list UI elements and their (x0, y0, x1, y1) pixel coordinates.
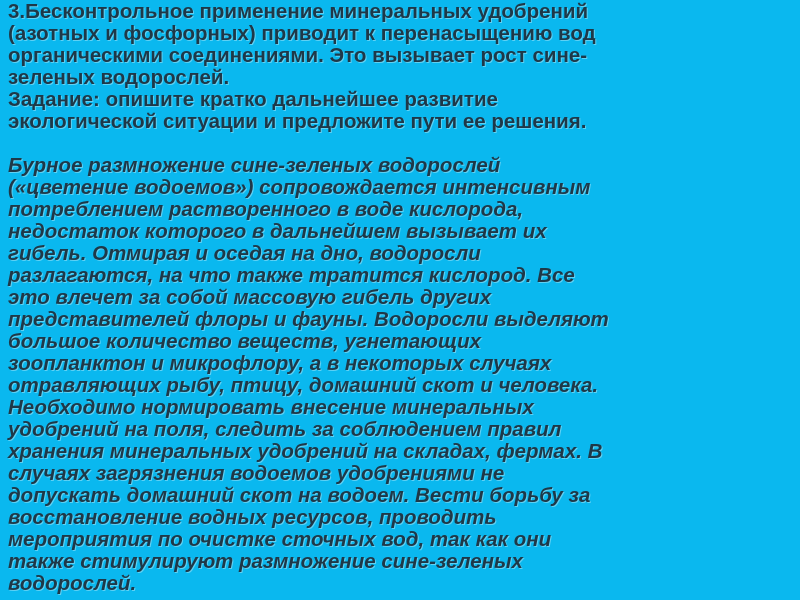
answer-line: разлагаются, на что также тратится кислород. Все (8, 264, 575, 287)
answer-line: отравляющих рыбу, птицу, домашний скот и человека. (8, 374, 599, 397)
task-line: Задание: опишите кратко дальнейшее развитие (8, 88, 498, 111)
answer-line: Необходимо нормировать внесение минеральных (8, 396, 534, 419)
answer-line: восстановление водных ресурсов, проводить (8, 506, 497, 529)
answer-line: недостаток которого в дальнейшем вызывает их (8, 220, 547, 243)
answer-line: удобрений на поля, следить за соблюдением правил (8, 418, 562, 441)
task-line: экологической ситуации и предложите пути ее решения. (8, 110, 587, 133)
answer-text (8, 155, 796, 595)
answer-line: большое количество веществ, угнетающих (8, 330, 482, 353)
task-text (8, 0, 796, 133)
task-line: (азотных и фосфорных) приводит к перенасыщению вод (8, 22, 596, 45)
answer-line: хранения минеральных удобрений на складах, фермах. В (8, 440, 603, 463)
answer-line: это влечет за собой массовую гибель других (8, 286, 492, 309)
answer-line: случаях загрязнения водоемов удобрениями не (8, 462, 505, 485)
answer-line: допускать домашний скот на водоем. Вести борьбу за (8, 484, 591, 507)
answer-line: водорослей. (8, 572, 137, 595)
answer-line: («цветение водоемов») сопровождается интенсивным (8, 176, 591, 199)
answer-line: зоопланктон и микрофлору, а в некоторых случаях (8, 352, 552, 375)
answer-line: также стимулируют размножение сине-зеленых (8, 550, 523, 573)
task-line: зеленых водорослей. (8, 66, 230, 89)
task-line: 3.Бесконтрольное применение минеральных удобрений (8, 0, 589, 23)
answer-line: Бурное размножение сине-зеленых водорослей (8, 154, 501, 177)
task-line: органическими соединениями. Это вызывает рост сине- (8, 44, 588, 67)
answer-line: представителей флоры и фауны. Водоросли выделяют (8, 308, 609, 331)
answer-line: гибель. Отмирая и оседая на дно, водоросли (8, 242, 481, 265)
answer-line: мероприятия по очистке сточных вод, так как они (8, 528, 552, 551)
answer-line: потреблением растворенного в воде кислорода, (8, 198, 524, 221)
